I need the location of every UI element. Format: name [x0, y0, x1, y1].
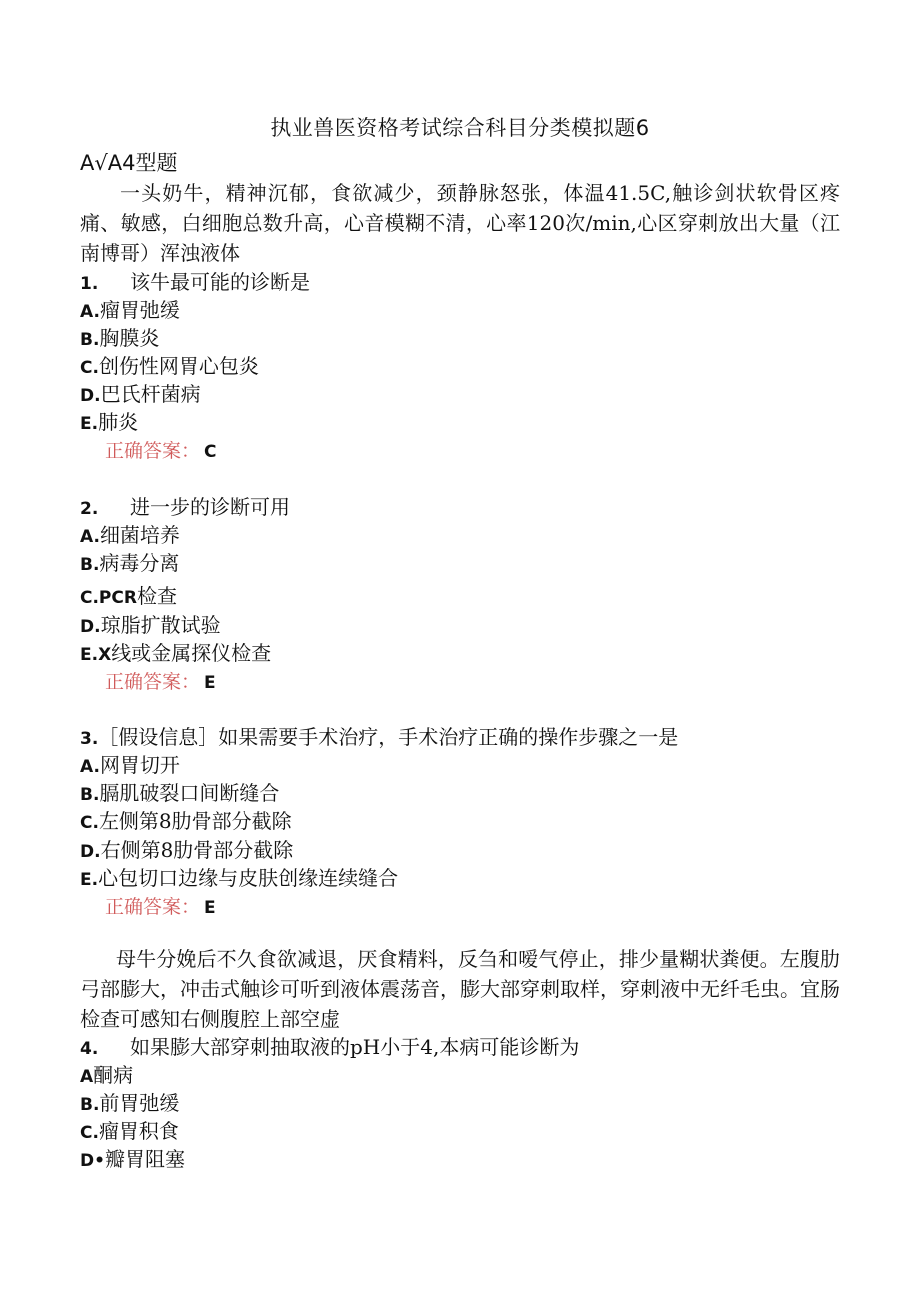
option-text: 检查 — [136, 584, 177, 608]
option-1a — [80, 294, 180, 323]
option-text: 病毒分离 — [99, 551, 180, 575]
answer-1 — [105, 436, 217, 463]
option-letter: B. — [80, 785, 100, 805]
question-number: 1. — [80, 274, 99, 294]
option-text: 线或金属探仪检查 — [111, 641, 272, 665]
question-stem: 进一步的诊断可用 — [130, 495, 290, 519]
option-letter: A — [80, 1067, 94, 1087]
option-letter: C. — [80, 813, 99, 833]
option-letter: E. — [80, 414, 99, 434]
option-3d — [80, 834, 293, 863]
option-text: 瘤胃弛缓 — [99, 298, 180, 322]
option-1c — [80, 350, 259, 379]
case-description-2: 母牛分娩后不久食欲减退，厌食精料，反刍和嗳气停止，排少量糊状粪便。左腹肋弓部膨大，冲击式触诊可听到液体震荡音，膨大部穿刺取样，穿刺液中无纤毛虫。宜肠检查可感知右侧腹腔上部空虚 — [80, 947, 840, 1031]
option-letter: A. — [80, 302, 100, 322]
answer-3 — [105, 892, 216, 919]
question-stem: 如果膨大部穿刺抽取液的pH小于4,本病可能诊断为 — [130, 1035, 580, 1059]
answer-value: E — [204, 673, 216, 693]
option-text: 胸膜炎 — [99, 326, 160, 350]
option-2b — [80, 547, 179, 576]
option-letter: D• — [80, 1151, 105, 1171]
question-1 — [80, 266, 310, 295]
answer-label: 正确答案： — [105, 896, 201, 918]
option-letter: C. — [80, 1123, 99, 1143]
option-text: 左侧第8肋骨部分截除 — [98, 809, 292, 833]
option-4c — [80, 1115, 179, 1144]
option-letter: B. — [80, 330, 100, 350]
option-text: 膈肌破裂口间断缝合 — [99, 781, 280, 805]
answer-label: 正确答案： — [105, 440, 201, 462]
answer-value: E — [204, 898, 216, 918]
option-text: 酮病 — [93, 1063, 134, 1087]
option-1d — [80, 378, 201, 407]
option-text: 网胃切开 — [99, 753, 180, 777]
question-3 — [80, 721, 678, 750]
option-text: 琼脂扩散试验 — [100, 613, 221, 637]
option-letter: C. — [80, 358, 99, 378]
question-number: 2. — [80, 499, 99, 519]
case-description-1: 一头奶牛，精神沉郁，食欲减少，颈静脉怒张，体温41.5C,触诊剑状软骨区疼痛、敏感，白细胞总数升高，心音模糊不清，心率120次/min,心区穿刺放出大量（江南博哥）浑浊液体 — [80, 181, 840, 265]
option-2e — [80, 637, 271, 666]
section-heading: A√A4型题 — [80, 151, 178, 175]
option-letter: C.PCR — [80, 588, 137, 608]
option-letter: A. — [80, 527, 100, 547]
option-3c — [80, 805, 292, 834]
question-number: 4. — [80, 1039, 99, 1059]
question-stem: ［假设信息］如果需要手术治疗，手术治疗正确的操作步骤之一是 — [98, 725, 679, 749]
option-2a — [80, 519, 180, 548]
option-letter: D. — [80, 842, 101, 862]
answer-2 — [105, 667, 216, 694]
option-letter: E. — [80, 870, 99, 890]
option-letter: D. — [80, 617, 101, 637]
option-1e — [80, 406, 138, 435]
option-text: 创伤性网胃心包炎 — [98, 354, 259, 378]
option-2c — [80, 580, 177, 609]
question-number: 3. — [80, 729, 99, 749]
option-text: 瘤胃积食 — [98, 1119, 179, 1143]
option-2d — [80, 609, 221, 638]
option-4a — [80, 1059, 133, 1088]
option-letter: E.X — [80, 645, 112, 665]
option-4b — [80, 1087, 179, 1116]
option-3a — [80, 749, 180, 778]
option-text: 细菌培养 — [99, 523, 180, 547]
option-1b — [80, 322, 159, 351]
option-letter: B. — [80, 555, 100, 575]
option-letter: D. — [80, 386, 101, 406]
option-text: 心包切口边缘与皮肤创缘连续缝合 — [98, 866, 399, 890]
question-stem: 该牛最可能的诊断是 — [130, 270, 310, 294]
option-text: 前胃弛缓 — [99, 1091, 180, 1115]
option-text: 瓣胃阻塞 — [104, 1147, 185, 1171]
option-letter: A. — [80, 757, 100, 777]
option-text: 巴氏杆菌病 — [100, 382, 201, 406]
option-3b — [80, 777, 279, 806]
answer-value: C — [204, 442, 217, 462]
question-2 — [80, 491, 290, 520]
option-letter: B. — [80, 1095, 100, 1115]
option-4d — [80, 1143, 185, 1172]
question-4 — [80, 1031, 579, 1060]
option-3e — [80, 862, 398, 891]
option-text: 右侧第8肋骨部分截除 — [100, 838, 294, 862]
option-text: 肺炎 — [98, 410, 139, 434]
answer-label: 正确答案： — [105, 671, 201, 693]
document-title: 执业兽医资格考试综合科目分类模拟题6 — [270, 116, 650, 140]
